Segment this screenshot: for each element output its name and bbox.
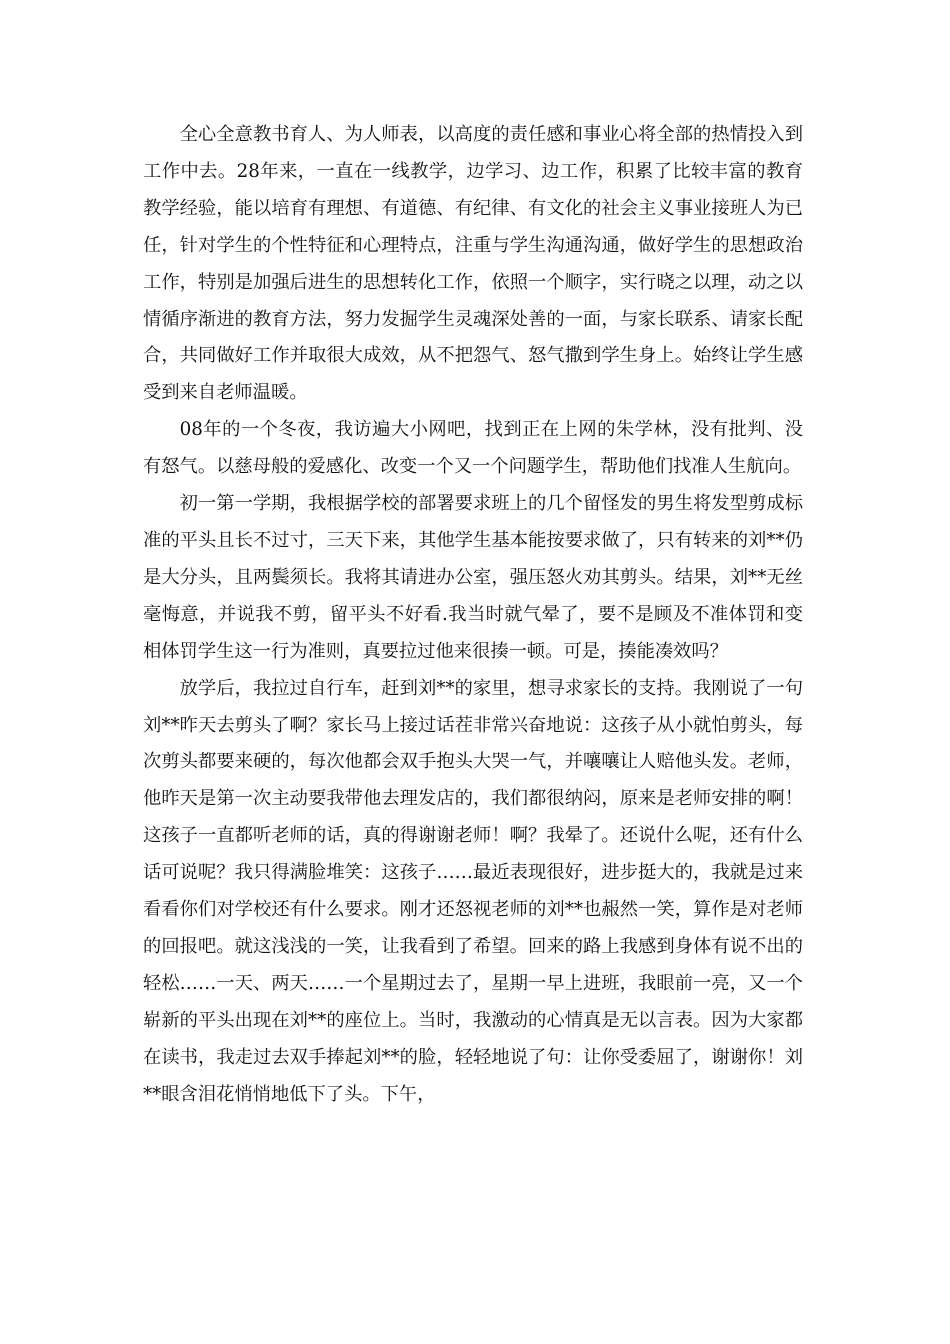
document-body (143, 117, 803, 1113)
paragraph-winter-night: 08年的一个冬夜，我访遍大小网吧，找到正在上网的朱学林，没有批判、没有怒气。以慈母般的爱感化、改变一个又一个问题学生，帮助他们找准人生航向。 (143, 419, 803, 478)
paragraph-home-visit: 放学后，我拉过自行车，赶到刘**的家里，想寻求家长的支持。我刚说了一句刘**昨天去剪头了啊？家长马上接过话茬非常兴奋地说：这孩子从小就怕剪头，每次剪头都要来硬的，每次他都会双手抱头大哭一气，并嚷嚷让人赔他头发。老师，他昨天是第一次主动要我带他去理发店的，我们都很纳闷，原来是老师安排的啊！这孩子一直都听老师的话，真的得谢谢老师！啊？我晕了。还说什么呢，还有什么话可说呢？我只得满脸堆笑：这孩子……最近表现很好，进步挺大的，我就是过来看看你们对学校还有什么要求。刚才还怒视老师的刘**也赧然一笑，算作是对老师的回报吧。就这浅浅的一笑，让我看到了希望。回来的路上我感到身体有说不出的轻松……一天、两天……一个星期过去了，星期一早上进班，我眼前一亮，又一个崭新的平头出现在刘**的座位上。当时，我激动的心情真是无以言表。因为大家都在读书，我走过去双手捧起刘**的脸，轻轻地说了句：让你受委屈了，谢谢你！刘**眼含泪花悄悄地低下了头。下午， (143, 677, 803, 1105)
paragraph-teaching-philosophy: 全心全意教书育人、为人师表，以高度的责任感和事业心将全部的热情投入到工作中去。28年来，一直在一线教学，边学习、边工作，积累了比较丰富的教育教学经验，能以培育有理想、有道德、有纪律、有文化的社会主义事业接班人为已任，针对学生的个性特征和心理特点，注重与学生沟通沟通，做好学生的思想政治工作，特别是加强后进生的思想转化工作，依照一个顺字，实行晓之以理，动之以情循序渐进的教育方法，努力发掘学生灵魂深处善的一面，与家长联系、请家长配合，共同做好工作并取很大成效，从不把怨气、怒气撒到学生身上。始终让学生感受到来自老师温暖。 (143, 124, 803, 404)
paragraph-haircut-request: 初一第一学期，我根据学校的部署要求班上的几个留怪发的男生将发型剪成标准的平头且长不过寸，三天下来，其他学生基本能按要求做了，只有转来的刘**仍是大分头，且两鬓须长。我将其请进办公室，强压怒火劝其剪头。结果，刘**无丝毫悔意，并说我不剪，留平头不好看.我当时就气晕了，要不是顾及不准体罚和变相体罚学生这一行为准则，真要拉过他来很揍一顿。可是，揍能凑效吗？ (143, 493, 803, 662)
